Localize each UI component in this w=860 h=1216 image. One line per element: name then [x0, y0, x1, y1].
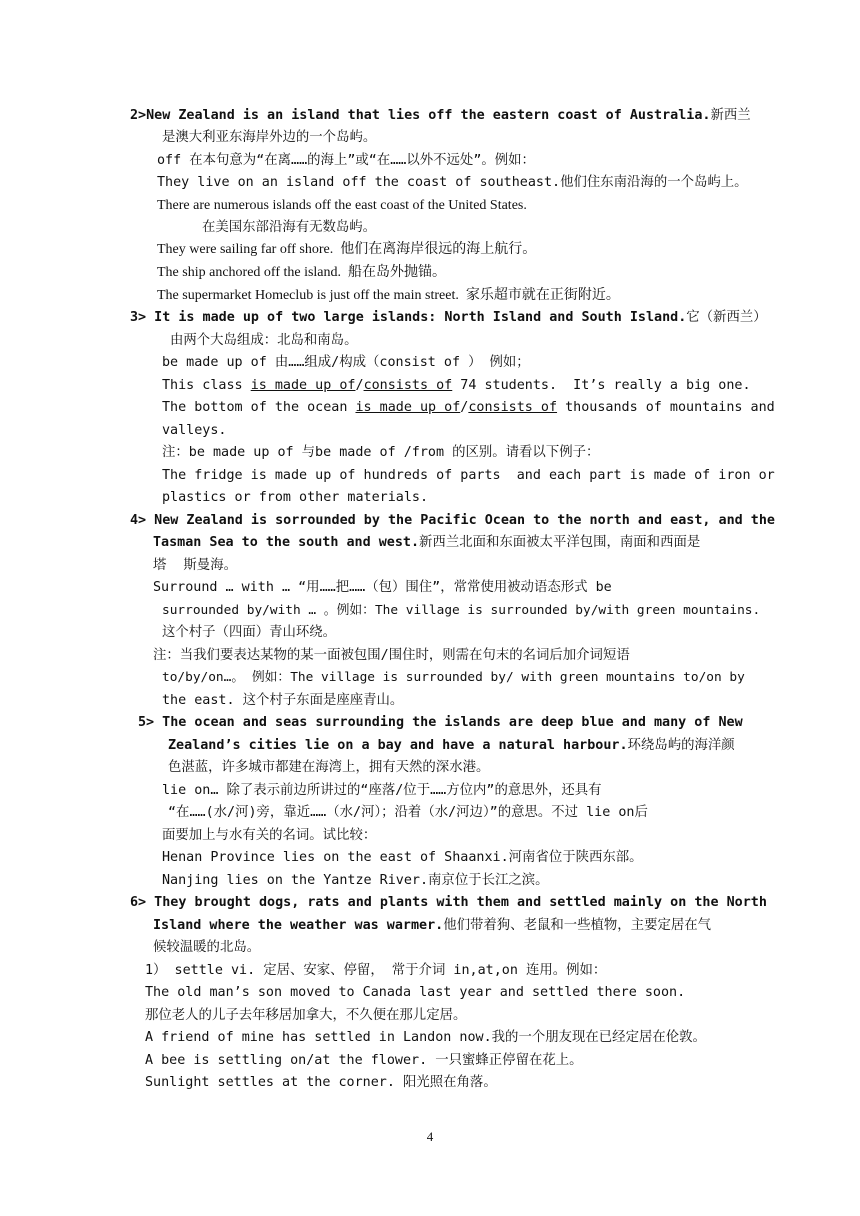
- item-3-example-1: [162, 376, 751, 396]
- item-2-note: off 在本句意为“在离……的海上”或“在……以外不远处”。例如：: [157, 153, 535, 168]
- item-2-example-1: They live on an island off the coast of southeast.他们住东南沿海的一个岛屿上。: [157, 175, 748, 190]
- item-5-heading: 5> The ocean and seas surrounding the islands are deep blue and many of New: [138, 715, 743, 730]
- item-6-example-1: The old man’s son moved to Canada last year and settled there soon.: [145, 985, 686, 1000]
- item-6-example-4: Sunlight settles at the corner. 阳光照在角落。: [145, 1075, 497, 1090]
- item-3-note-2: 注：be made up of 与be made of /from 的区别。请看以下例子：: [162, 445, 600, 460]
- text-run: This class: [162, 378, 251, 393]
- item-6-note: 1） settle vi. 定居、安家、停留， 常于介词 in,at,on 连用。例如：: [145, 963, 607, 978]
- item-5-heading-en: Zealand’s cities lie on a bay and have a natural harbour.: [168, 738, 628, 753]
- item-5-example-2: Nanjing lies on the Yantze River.南京位于长江之滨。: [162, 873, 549, 888]
- item-5-heading-cont: [168, 736, 735, 756]
- item-5-note: lie on… 除了表示前边所讲过的“座落/位于……方位内”的意思外，还具有: [162, 783, 602, 798]
- text-run: /: [355, 378, 364, 393]
- item-4-note-2: 注：当我们要表达某物的某一面被包围/围住时，则需在句末的名词后加介词短语: [153, 648, 630, 663]
- item-3-heading-cn: 它（新西兰）: [686, 310, 767, 325]
- item-2-heading: [130, 106, 751, 126]
- item-4-heading-cn: 新西兰北面和东面被太平洋包围，南面和西面是: [419, 535, 701, 550]
- item-3-note: be made up of 由……组成/构成（consist of ） 例如；: [162, 355, 530, 370]
- item-2-example-2-cn: 在美国东部沿海有无数岛屿。: [202, 220, 377, 235]
- text-run: /: [460, 400, 469, 415]
- item-5-example-1: Henan Province lies on the east of Shaanxi.河南省位于陕西东部。: [162, 850, 643, 865]
- item-3-example-2-cont: valleys.: [162, 423, 227, 438]
- item-5-note-cont: “在……(水/河)旁，靠近……（水/河）；沿着（水/河边）”的意思。不过 lie on后: [168, 805, 648, 820]
- underlined-phrase: consists of: [468, 400, 558, 415]
- item-6-heading: 6> They brought dogs, rats and plants with them and settled mainly on the North: [130, 895, 767, 910]
- item-4-note-2-cont: to/by/on…。 例如：The village is surrounded by/ with green mountains to/on by: [162, 670, 745, 685]
- item-3-heading-en: 3> It is made up of two large islands: North Island and South Island.: [130, 310, 687, 325]
- item-4-heading: 4> New Zealand is sorrounded by the Pacific Ocean to the north and east, and the: [130, 513, 775, 528]
- item-4-note-cn: 这个村子（四面）青山环绕。: [162, 625, 337, 640]
- item-4-heading-cont: [153, 533, 700, 553]
- item-3-heading-cont: 由两个大岛组成：北岛和南岛。: [170, 333, 358, 348]
- item-3-example-3-cont: plastics or from other materials.: [162, 490, 429, 505]
- item-5-heading-cn: 环绕岛屿的海洋颜: [627, 738, 735, 753]
- text-run: thousands of mountains and: [557, 400, 775, 415]
- item-6-heading-en: Island where the weather was warmer.: [153, 918, 444, 933]
- item-2-example-5: The supermarket Homeclub is just off the main street. 家乐超市就在正街附近。: [157, 288, 620, 303]
- item-4-note-cont: surrounded by/with … 。例如：The village is surrounded by/with green mountains.: [162, 603, 761, 618]
- item-2-example-2: There are numerous islands off the east coast of the United States.: [157, 198, 527, 213]
- item-3-heading: [130, 308, 767, 328]
- item-6-example-2: A friend of mine has settled in Landon now.我的一个朋友现在已经定居在伦敦。: [145, 1030, 706, 1045]
- item-5-heading-cont-2: 色湛蓝，许多城市都建在海湾上，拥有天然的深水港。: [168, 760, 490, 775]
- text-run: The bottom of the ocean: [162, 400, 356, 415]
- page-number: 4: [426, 1129, 434, 1144]
- item-4-note-2-cont-2: the east. 这个村子东面是座座青山。: [162, 693, 404, 708]
- item-4-note: Surround … with … “用……把……（包）围住”，常常使用被动语态形式 be: [153, 580, 612, 595]
- item-4-heading-cont-2: 塔 斯曼海。: [153, 558, 237, 573]
- item-2-heading-cont: 是澳大利亚东海岸外边的一个岛屿。: [162, 130, 377, 145]
- item-6-heading-cont: [153, 916, 711, 936]
- item-6-heading-cn: 他们带着狗、老鼠和一些植物，主要定居在气: [443, 918, 712, 933]
- item-5-note-cont-2: 面要加上与水有关的名词。试比较：: [162, 828, 377, 843]
- item-3-example-3: The fridge is made up of hundreds of parts and each part is made of iron or: [162, 468, 775, 483]
- item-2-heading-en: 2>New Zealand is an island that lies off the eastern coast of Australia.: [130, 108, 711, 123]
- underlined-phrase: is made up of: [355, 400, 461, 415]
- underlined-phrase: consists of: [363, 378, 453, 393]
- item-4-heading-en: Tasman Sea to the south and west.: [153, 535, 420, 550]
- item-2-heading-cn: 新西兰: [710, 108, 751, 123]
- text-run: 74 students. It’s really a big one.: [452, 378, 751, 393]
- item-6-heading-cont-2: 候较温暖的北岛。: [153, 940, 261, 955]
- item-2-example-3: They were sailing far off shore. 他们在离海岸很远的海上航行。: [157, 242, 537, 257]
- item-6-example-3: A bee is settling on/at the flower. 一只蜜蜂正停留在花上。: [145, 1053, 583, 1068]
- underlined-phrase: is made up of: [250, 378, 356, 393]
- item-6-example-1-cn: 那位老人的儿子去年移居加拿大，不久便在那儿定居。: [145, 1008, 467, 1023]
- item-2-example-4: The ship anchored off the island. 船在岛外抛锚。: [157, 265, 447, 280]
- item-3-example-2: [162, 398, 775, 418]
